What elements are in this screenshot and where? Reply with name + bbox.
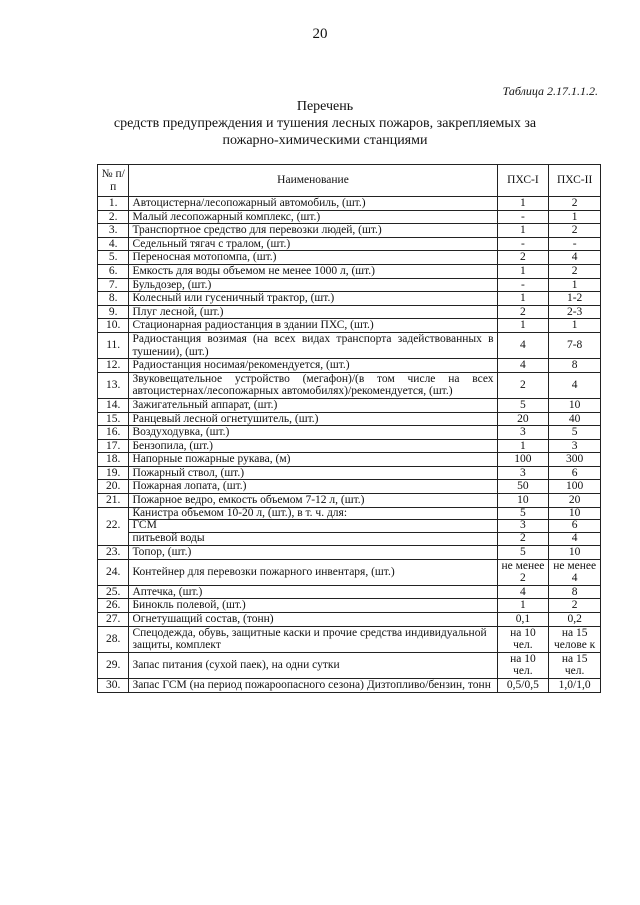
row-pxs2: 1 bbox=[549, 278, 601, 292]
page-number: 20 bbox=[312, 26, 328, 42]
row-pxs2: 10 bbox=[549, 546, 601, 560]
row-pxs2: 3 bbox=[549, 439, 601, 453]
table-row bbox=[98, 426, 601, 440]
row-number: 18. bbox=[98, 453, 129, 467]
table-row bbox=[98, 264, 601, 278]
table-row bbox=[98, 398, 601, 412]
table-reference: Таблица 2.17.1.1.2. bbox=[502, 84, 598, 98]
row-pxs2: 1,0/1,0 bbox=[549, 678, 601, 692]
row-name: Радиостанция возимая (на всех видах транспорта задействованных в тушении), (шт.) bbox=[129, 332, 497, 358]
row-pxs1: 1 bbox=[497, 197, 549, 211]
title-line: Перечень bbox=[296, 99, 354, 114]
row-pxs1: 100 bbox=[497, 453, 549, 467]
row-pxs1: 1 bbox=[497, 264, 549, 278]
row-pxs2: 2 bbox=[549, 599, 601, 613]
row-number: 22. bbox=[98, 507, 129, 545]
row-number: 6. bbox=[98, 264, 129, 278]
header-name: Наименование bbox=[129, 165, 497, 197]
table-row bbox=[98, 251, 601, 265]
row-number: 29. bbox=[98, 652, 129, 678]
row-name: Воздуходувка, (шт.) bbox=[129, 426, 497, 440]
row-name: ГСМ bbox=[129, 520, 497, 533]
row-name: Запас питания (сухой паек), на одни сутки bbox=[129, 652, 497, 678]
row-number: 28. bbox=[98, 626, 129, 652]
row-name: Огнетушащий состав, (тонн) bbox=[129, 613, 497, 627]
row-name: Бензопила, (шт.) bbox=[129, 439, 497, 453]
row-name: Пожарное ведро, емкость объемом 7-12 л, (шт.) bbox=[129, 494, 497, 508]
row-pxs2: 10 bbox=[549, 398, 601, 412]
row-number: 25. bbox=[98, 585, 129, 599]
table-row bbox=[98, 412, 601, 426]
equipment-table bbox=[97, 164, 601, 693]
row-number: 17. bbox=[98, 439, 129, 453]
row-name: Ранцевый лесной огнетушитель, (шт.) bbox=[129, 412, 497, 426]
row-pxs1: 10 bbox=[497, 494, 549, 508]
table-row bbox=[98, 237, 601, 251]
table-row bbox=[98, 278, 601, 292]
row-pxs1: 5 bbox=[497, 507, 549, 520]
row-pxs1: 1 bbox=[497, 319, 549, 333]
row-pxs2: 8 bbox=[549, 585, 601, 599]
row-name: Звуковещательное устройство (мегафон)/(в том числе на всех автоцистернах/лесопожарных автомобилях)/рекомендуется, (шт.) bbox=[129, 372, 497, 398]
table-row bbox=[98, 546, 601, 560]
table-row bbox=[98, 613, 601, 627]
row-number: 26. bbox=[98, 599, 129, 613]
row-name: Канистра объемом 10-20 л, (шт.), в т. ч. для: bbox=[129, 507, 497, 520]
row-pxs1: 4 bbox=[497, 332, 549, 358]
row-number: 7. bbox=[98, 278, 129, 292]
row-pxs2: 7-8 bbox=[549, 332, 601, 358]
row-pxs1: 1 bbox=[497, 292, 549, 306]
row-number: 3. bbox=[98, 224, 129, 238]
row-pxs2: 4 bbox=[549, 251, 601, 265]
row-pxs1: - bbox=[497, 278, 549, 292]
table-row bbox=[98, 319, 601, 333]
row-number: 10. bbox=[98, 319, 129, 333]
row-number: 14. bbox=[98, 398, 129, 412]
row-pxs1: 3 bbox=[497, 520, 549, 533]
row-pxs1: на 10 чел. bbox=[497, 626, 549, 652]
table-row bbox=[98, 652, 601, 678]
row-pxs2: 8 bbox=[549, 359, 601, 373]
row-pxs1: 5 bbox=[497, 398, 549, 412]
row-number: 11. bbox=[98, 332, 129, 358]
table-title bbox=[110, 98, 540, 149]
row-pxs1: 4 bbox=[497, 359, 549, 373]
row-number: 30. bbox=[98, 678, 129, 692]
row-pxs2: 2 bbox=[549, 264, 601, 278]
table-row bbox=[98, 224, 601, 238]
row-number: 12. bbox=[98, 359, 129, 373]
header-pxs2: ПХС-II bbox=[549, 165, 601, 197]
row-number: 4. bbox=[98, 237, 129, 251]
row-number: 5. bbox=[98, 251, 129, 265]
row-pxs1: 3 bbox=[497, 426, 549, 440]
row-number: 13. bbox=[98, 372, 129, 398]
row-pxs1: 2 bbox=[497, 251, 549, 265]
table-body-bottom bbox=[98, 546, 601, 693]
row-name: Спецодежда, обувь, защитные каски и прочие средства индивидуальной защиты, комплект bbox=[129, 626, 497, 652]
row-pxs2: 5 bbox=[549, 426, 601, 440]
row-pxs1: 1 bbox=[497, 599, 549, 613]
row-name: Напорные пожарные рукава, (м) bbox=[129, 453, 497, 467]
table-row bbox=[98, 678, 601, 692]
table-body-canister bbox=[98, 507, 601, 545]
table-row bbox=[98, 439, 601, 453]
row-number: 15. bbox=[98, 412, 129, 426]
row-pxs1: 0,1 bbox=[497, 613, 549, 627]
row-name: Аптечка, (шт.) bbox=[129, 585, 497, 599]
table-row bbox=[98, 197, 601, 211]
table-row bbox=[98, 305, 601, 319]
row-pxs1: 2 bbox=[497, 533, 549, 546]
row-number: 20. bbox=[98, 480, 129, 494]
row-pxs1: 20 bbox=[497, 412, 549, 426]
table-row bbox=[98, 466, 601, 480]
row-pxs2: 10 bbox=[549, 507, 601, 520]
row-pxs2: 300 bbox=[549, 453, 601, 467]
row-pxs2: 2-3 bbox=[549, 305, 601, 319]
header-pxs1: ПХС-I bbox=[497, 165, 549, 197]
row-pxs1: 2 bbox=[497, 372, 549, 398]
row-pxs2: на 15 чел. bbox=[549, 652, 601, 678]
row-pxs1: 4 bbox=[497, 585, 549, 599]
row-pxs1: 50 bbox=[497, 480, 549, 494]
table-row bbox=[98, 507, 601, 520]
row-name: Автоцистерна/лесопожарный автомобиль, (шт.) bbox=[129, 197, 497, 211]
row-name: Контейнер для перевозки пожарного инвентаря, (шт.) bbox=[129, 559, 497, 585]
row-name: Стационарная радиостанция в здании ПХС, (шт.) bbox=[129, 319, 497, 333]
table-row bbox=[98, 585, 601, 599]
row-number: 24. bbox=[98, 559, 129, 585]
table-row bbox=[98, 520, 601, 533]
row-pxs1: 0,5/0,5 bbox=[497, 678, 549, 692]
title-line: средств предупреждения и тушения лесных пожаров, закрепляемых за bbox=[113, 116, 537, 131]
table-row bbox=[98, 480, 601, 494]
table-header-row bbox=[98, 165, 601, 197]
row-pxs2: - bbox=[549, 237, 601, 251]
table-body-top bbox=[98, 197, 601, 508]
row-name: Плуг лесной, (шт.) bbox=[129, 305, 497, 319]
row-name: Пожарный ствол, (шт.) bbox=[129, 466, 497, 480]
row-name: Радиостанция носимая/рекомендуется, (шт.) bbox=[129, 359, 497, 373]
table-row bbox=[98, 292, 601, 306]
row-pxs1: 3 bbox=[497, 466, 549, 480]
table-row bbox=[98, 372, 601, 398]
row-name: Колесный или гусеничный трактор, (шт.) bbox=[129, 292, 497, 306]
row-pxs1: - bbox=[497, 210, 549, 224]
row-name: Седельный тягач с тралом, (шт.) bbox=[129, 237, 497, 251]
row-pxs2: 4 bbox=[549, 533, 601, 546]
row-name: Емкость для воды объемом не менее 1000 л, (шт.) bbox=[129, 264, 497, 278]
row-number: 27. bbox=[98, 613, 129, 627]
row-number: 21. bbox=[98, 494, 129, 508]
title-line: пожарно-химическими станциями bbox=[222, 133, 428, 148]
row-pxs2: 2 bbox=[549, 224, 601, 238]
table-row bbox=[98, 626, 601, 652]
table-row bbox=[98, 599, 601, 613]
row-number: 23. bbox=[98, 546, 129, 560]
table-row bbox=[98, 210, 601, 224]
row-pxs2: не менее 4 bbox=[549, 559, 601, 585]
row-name: Зажигательный аппарат, (шт.) bbox=[129, 398, 497, 412]
table-row bbox=[98, 494, 601, 508]
row-pxs2: 1 bbox=[549, 210, 601, 224]
row-pxs2: 6 bbox=[549, 520, 601, 533]
row-number: 19. bbox=[98, 466, 129, 480]
row-pxs2: 1-2 bbox=[549, 292, 601, 306]
header-num: № п/п bbox=[98, 165, 129, 197]
row-pxs2: 40 bbox=[549, 412, 601, 426]
table-row bbox=[98, 533, 601, 546]
row-name: Пожарная лопата, (шт.) bbox=[129, 480, 497, 494]
row-number: 2. bbox=[98, 210, 129, 224]
row-pxs1: 5 bbox=[497, 546, 549, 560]
row-name: Бинокль полевой, (шт.) bbox=[129, 599, 497, 613]
row-pxs1: на 10 чел. bbox=[497, 652, 549, 678]
row-number: 9. bbox=[98, 305, 129, 319]
row-number: 8. bbox=[98, 292, 129, 306]
row-pxs1: 1 bbox=[497, 439, 549, 453]
row-pxs2: 1 bbox=[549, 319, 601, 333]
row-name: Переносная мотопомпа, (шт.) bbox=[129, 251, 497, 265]
table-row bbox=[98, 332, 601, 358]
row-pxs1: 2 bbox=[497, 305, 549, 319]
row-pxs1: - bbox=[497, 237, 549, 251]
row-name: питьевой воды bbox=[129, 533, 497, 546]
row-name: Топор, (шт.) bbox=[129, 546, 497, 560]
row-pxs1: 1 bbox=[497, 224, 549, 238]
row-pxs2: 0,2 bbox=[549, 613, 601, 627]
row-pxs2: 100 bbox=[549, 480, 601, 494]
row-number: 1. bbox=[98, 197, 129, 211]
row-number: 16. bbox=[98, 426, 129, 440]
row-pxs2: 4 bbox=[549, 372, 601, 398]
row-pxs2: 6 bbox=[549, 466, 601, 480]
row-pxs2: 2 bbox=[549, 197, 601, 211]
row-pxs2: на 15 челове к bbox=[549, 626, 601, 652]
row-name: Транспортное средство для перевозки людей, (шт.) bbox=[129, 224, 497, 238]
table-row bbox=[98, 559, 601, 585]
row-name: Бульдозер, (шт.) bbox=[129, 278, 497, 292]
row-name: Малый лесопожарный комплекс, (шт.) bbox=[129, 210, 497, 224]
row-pxs1: не менее 2 bbox=[497, 559, 549, 585]
row-name: Запас ГСМ (на период пожароопасного сезона) Дизтопливо/бензин, тонн bbox=[129, 678, 497, 692]
table-row bbox=[98, 359, 601, 373]
row-pxs2: 20 bbox=[549, 494, 601, 508]
table-row bbox=[98, 453, 601, 467]
